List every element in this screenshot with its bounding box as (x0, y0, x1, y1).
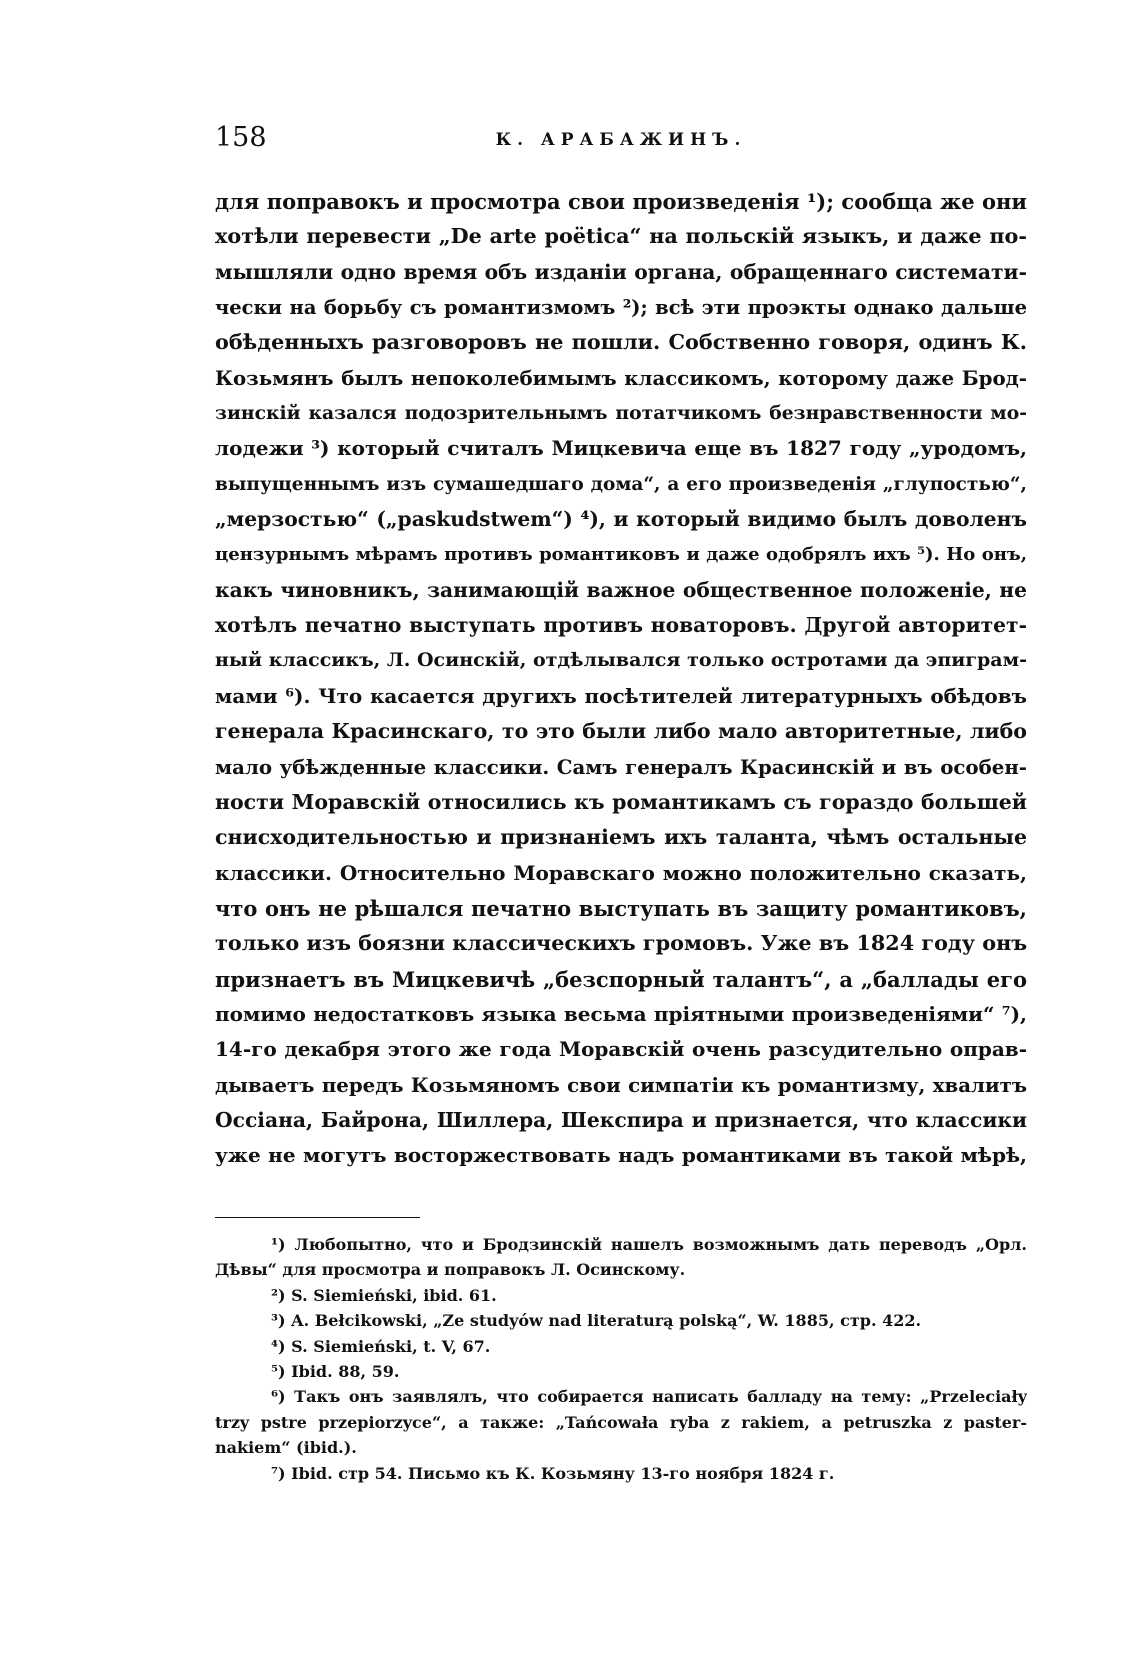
running-head: К. АРАБАЖИНЪ. (495, 130, 747, 150)
footnote-line: ⁴) S. Siemieński, t. V, 67. (271, 1336, 491, 1356)
page-header (215, 122, 1027, 162)
body-text (215, 184, 1027, 1174)
page-number: 158 (215, 122, 267, 153)
footnote-line: trzy pstre przepiorzyce“, а также: „Tańcowała ryba z rakiem, a petruszka z paster- (215, 1412, 1027, 1432)
footnote-line: ⁷) Ibid. стр 54. Письмо къ К. Козьмяну 13-го ноября 1824 г. (271, 1463, 835, 1483)
text-line: ности Моравскій относились къ романтикамъ съ гораздо большей (215, 789, 1027, 814)
footnote-separator (215, 1217, 420, 1218)
text-line: 14-го декабря этого же года Моравскій очень разсудительно оправ- (215, 1037, 1027, 1062)
text-line: выпущеннымъ изъ сумашедшаго дома“, а его произведенія „глупостью“, (215, 473, 1027, 495)
text-line: обѣденныхъ разговоровъ не пошли. Собственно говоря, одинъ К. (215, 330, 1027, 355)
text-line: только изъ боязни классическихъ громовъ. Уже въ 1824 году онъ (215, 931, 1027, 956)
text-line: мало убѣжденные классики. Самъ генералъ Красинскій и въ особен- (215, 754, 1027, 779)
text-line: „мерзостью“ („paskudstwem“) ⁴), и который видимо былъ доволенъ (215, 507, 1027, 532)
text-line: что онъ не рѣшался печатно выступать въ защиту романтиковъ, (215, 895, 1027, 921)
text-line: ный классикъ, Л. Осинскій, отдѣлывался только остротами да эпиграм- (215, 649, 1027, 672)
text-line: хотѣлъ печатно выступать противъ новаторовъ. Другой авторитет- (215, 613, 1027, 638)
text-line: снисходительностью и признаніемъ ихъ таланта, чѣмъ остальные (215, 825, 1027, 850)
text-line: дываетъ передъ Козьмяномъ свои симпатіи къ романтизму, хвалитъ (215, 1072, 1027, 1097)
footnote-line: ²) S. Siemieński, ibid. 61. (271, 1285, 497, 1305)
text-line: помимо недостатковъ языка весьма пріятными произведеніями“ ⁷), (215, 1001, 1027, 1026)
text-line: классики. Относительно Моравскаго можно положительно сказать, (215, 860, 1027, 885)
text-line: мами ⁶). Что касается другихъ посѣтителей литературныхъ обѣдовъ (215, 683, 1027, 708)
footnote-line: nakiem“ (ibid.). (215, 1438, 357, 1458)
footnote-line: Дѣвы“ для просмотра и поправокъ Л. Осинскому. (215, 1260, 686, 1280)
text-line: для поправокъ и просмотра свои произведенія ¹); сообща же они (215, 189, 1027, 214)
footnote-line: ⁶) Такъ онъ заявлялъ, что собирается написать балладу на тему: „Przeleciały (271, 1387, 1027, 1407)
text-line: чески на борьбу съ романтизмомъ ²); всѣ эти проэкты однако дальше (215, 296, 1027, 320)
text-line: цензурнымъ мѣрамъ противъ романтиковъ и даже одобрялъ ихъ ⁵). Но онъ, (215, 544, 1027, 566)
text-line: уже не могутъ восторжествовать надъ романтиками въ такой мѣрѣ, (215, 1143, 1027, 1168)
text-line: Оссіана, Байрона, Шиллера, Шекспира и признается, что классики (215, 1107, 1027, 1132)
text-line: Козьмянъ былъ непоколебимымъ классикомъ, которому даже Брод- (215, 365, 1027, 390)
text-line: какъ чиновникъ, занимающій важное общественное положеніе, не (215, 577, 1027, 602)
text-line: генерала Красинскаго, то это были либо мало авторитетные, либо (215, 719, 1027, 744)
footnotes (215, 1232, 1027, 1486)
text-line: хотѣли перевести „De arte poëtica“ на польскій языкъ, и даже по- (215, 224, 1027, 249)
footnote-line: ⁵) Ibid. 88, 59. (271, 1361, 400, 1381)
text-line: признаетъ въ Мицкевичѣ „безспорный талантъ“, а „баллады его (215, 966, 1027, 992)
text-line: зинскій казался подозрительнымъ потатчикомъ безнравственности мо- (215, 402, 1027, 425)
footnote-line: ¹) Любопытно, что и Бродзинскій нашелъ возможнымъ дать переводъ „Орл. (271, 1235, 1027, 1254)
footnote-line: ³) A. Bełcikowski, „Ze studyów nad literaturą polską“, W. 1885, стр. 422. (271, 1311, 922, 1331)
text-line: мышляли одно время объ изданіи органа, обращеннаго системати- (215, 259, 1027, 284)
text-line: лодежи ³) который считалъ Мицкевича еще въ 1827 году „уродомъ, (215, 436, 1027, 461)
